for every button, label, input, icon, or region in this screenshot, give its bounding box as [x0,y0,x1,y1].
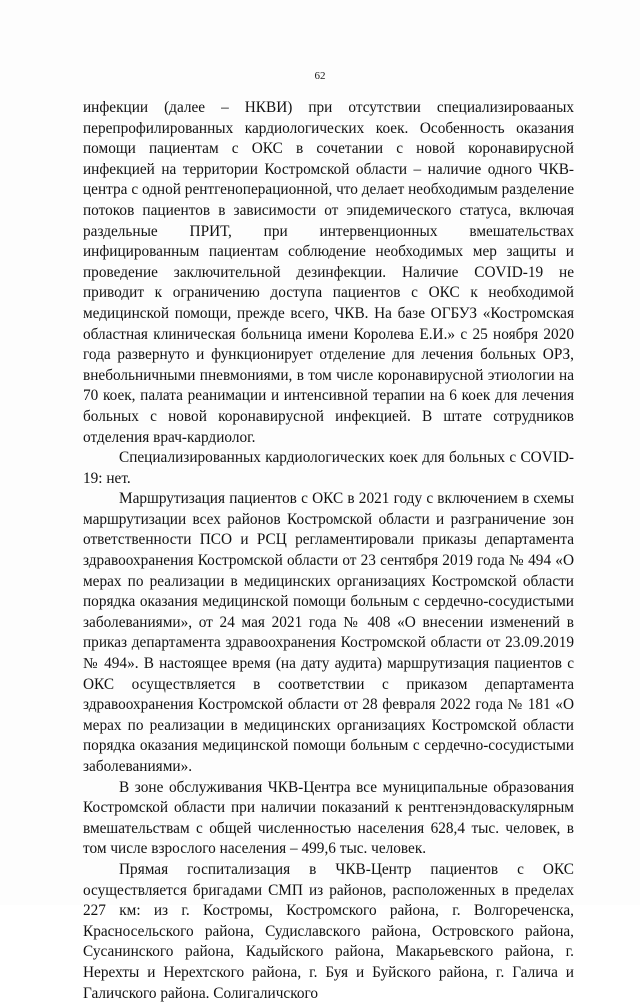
paragraph: В зоне обслуживания ЧКВ-Центра все муниципальные образования Костромской области при наличии показаний к рентгенэндоваскулярным вмешательствам с общей численностью населения 628,4 тыс. человек, в том числе взрослого населения – 499,6 тыс. человек. [83,778,574,858]
document-body [83,98,574,1004]
paragraph: инфекции (далее – НКВИ) при отсутствии специализировааных перепрофилированных кардиологических коек. Особенность оказания помощи пациентам с ОКС в сочетании с новой коронавирусной инфекцией на территории Костромской области – наличие одного ЧКВ-центра с одной рентгеноперационной, что делает необходимым разделение потоков пациентов в зависимости от эпидемического статуса, включая раздельные ПРИТ, при интервенционных вмешательствах инфицированным пациентам соблюдение необходимых мер защиты и проведение заключительной дезинфекции. Наличие COVID-19 не приводит к ограничению доступа пациентов с ОКС к необходимой медицинской помощи, прежде всего, ЧКВ. На базе ОГБУЗ «Костромская областная клиническая больница имени Королева Е.И.» с 25 ноября 2020 года развернуто и функционирует отделение для лечения больных ОРЗ, внебольничными пневмониями, в том числе коронавирусной этиологии на 70 коек, палата реанимации и интенсивной терапии на 6 коек для лечения больных с новой коронавирусной инфекцией. В штате сотрудников отделения врач-кардиолог. [83,99,574,446]
page-number: 62 [314,70,326,82]
paragraph: Маршрутизация пациентов с ОКС в 2021 году с включением в схемы маршрутизации всех районов Костромской области и разграничение зон ответственности ПСО и РСЦ регламентировали приказы департамента здравоохранения Костромской области от 23 сентября 2019 года № 494 «О мерах по реализации в медицинских организациях Костромской области порядка оказания медицинской помощи больным с сердечно-сосудистыми заболеваниями», от 24 мая 2021 года № 408 «О внесении изменений в приказ департамента здравоохранения Костромской области от 23.09.2019 № 494». В настоящее время (на дату аудита) маршрутизация пациентов с ОКС осуществляется в соответствии с приказом департамента здравоохранения Костромской области от 28 февраля 2022 года № 181 «О мерах по реализации в медицинских организациях Костромской области порядка оказания медицинской помощи больным с сердечно-сосудистыми заболеваниями». [83,490,574,775]
paragraph: Специализированных кардиологических коек для больных с COVID-19: нет. [83,449,574,487]
paragraph: Прямая госпитализация в ЧКВ-Центр пациентов с ОКС осуществляется бригадами СМП из районов, расположенных в пределах 227 км: из г. Костромы, Костромского района, г. Волгореченска, Красносельского района, Судиславского района, Островского района, Сусанинского района, Кадыйского района, Макарьевского района, г. Нерехты и Нерехтского района, г. Буя и Буйского района, г. Галича и Галичского района. Солигаличского [83,860,574,1002]
